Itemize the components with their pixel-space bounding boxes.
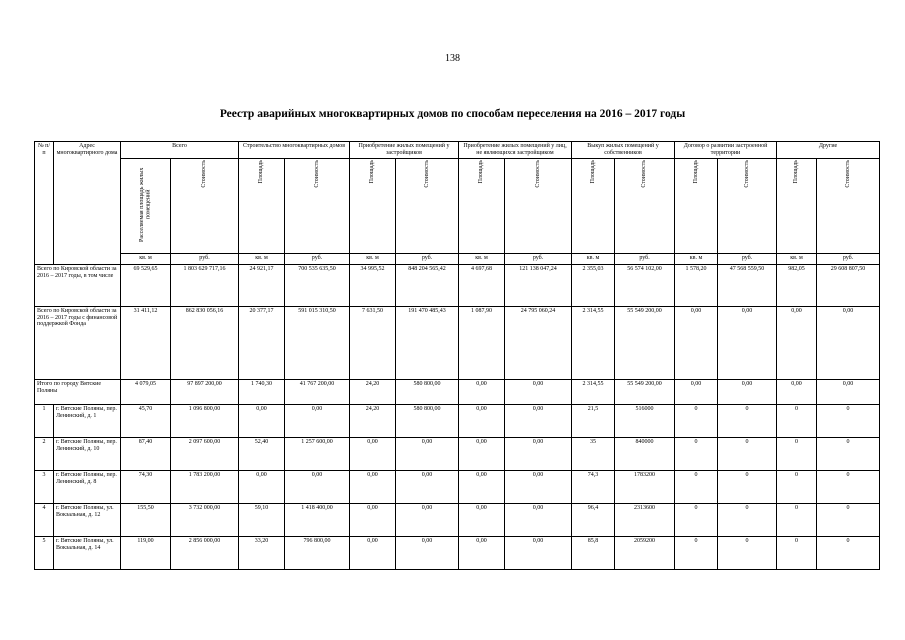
table-row-fund-total <box>35 306 880 379</box>
table-cell: 0,00 <box>285 404 350 437</box>
header-unit-row <box>35 253 880 264</box>
table-cell: 0,00 <box>285 470 350 503</box>
table-cell: 0,00 <box>459 379 505 404</box>
table-cell: 119,00 <box>121 536 171 569</box>
table-cell: 1 096 800,00 <box>171 404 239 437</box>
registry-table <box>34 141 880 570</box>
table-cell: 45,70 <box>121 404 171 437</box>
document-title: Реестр аварийных многоквартирных домов по способам переселения на 2016 – 2017 годы <box>219 108 686 120</box>
table-cell: 191 470 485,43 <box>396 306 459 379</box>
table-cell: 1 803 629 717,16 <box>171 264 239 306</box>
row-address: г. Вятские Поляны, пер. Ленинский, д. 8 <box>54 470 121 503</box>
table-cell: 0,00 <box>239 470 285 503</box>
table-cell: 0,00 <box>817 379 880 404</box>
table-cell: 121 138 047,24 <box>505 264 572 306</box>
unit-area: кв. м <box>350 253 396 264</box>
table-cell: 0,00 <box>777 306 817 379</box>
unit-cost: руб. <box>615 253 675 264</box>
table-cell: 4 079,05 <box>121 379 171 404</box>
table-cell: 1 257 600,00 <box>285 437 350 470</box>
header-num: № п/п <box>35 142 54 265</box>
table-cell: 0 <box>718 437 777 470</box>
table-cell: 29 608 807,50 <box>817 264 880 306</box>
table-cell: 0,00 <box>675 306 718 379</box>
table-cell: 24,20 <box>350 379 396 404</box>
table-cell: 0,00 <box>350 536 396 569</box>
table-cell: 0 <box>777 536 817 569</box>
table-cell: 862 830 056,16 <box>171 306 239 379</box>
header-area: Площадь <box>258 159 265 184</box>
unit-cost: руб. <box>396 253 459 264</box>
table-cell: 0 <box>817 536 880 569</box>
table-cell: 41 767 200,00 <box>285 379 350 404</box>
table-cell: 0,00 <box>459 503 505 536</box>
table-row <box>35 404 880 437</box>
table-cell: 0,00 <box>817 306 880 379</box>
header-group-development-contract: Договор о развитии застроенной территории <box>675 142 777 159</box>
table-cell: 24 795 060,24 <box>505 306 572 379</box>
table-cell: 55 549 200,00 <box>615 379 675 404</box>
table-cell: 2 314,55 <box>572 379 615 404</box>
table-cell: 0,00 <box>239 404 285 437</box>
table-cell: 0,00 <box>396 437 459 470</box>
table-cell: 56 574 102,00 <box>615 264 675 306</box>
items-body <box>35 404 880 569</box>
table-cell: 87,40 <box>121 437 171 470</box>
table-row <box>35 536 880 569</box>
table-cell: 0 <box>777 404 817 437</box>
header-cost: Стоимость <box>534 159 541 188</box>
table-cell: 0,00 <box>350 503 396 536</box>
table-cell: 24,20 <box>350 404 396 437</box>
table-cell: 1 578,20 <box>675 264 718 306</box>
unit-cost: руб. <box>817 253 880 264</box>
table-cell: 0,00 <box>350 437 396 470</box>
header-area: Площадь <box>369 159 376 184</box>
table-cell: 47 568 559,50 <box>718 264 777 306</box>
table-cell: 0 <box>817 404 880 437</box>
table-cell: 848 204 565,42 <box>396 264 459 306</box>
table-cell: 0,00 <box>718 306 777 379</box>
table-cell: 24 921,17 <box>239 264 285 306</box>
unit-cost: руб. <box>505 253 572 264</box>
table-cell: 580 800,00 <box>396 379 459 404</box>
table-cell: 0,00 <box>396 536 459 569</box>
row-address: г. Вятские Поляны, ул. Вокзальная, д. 14 <box>54 536 121 569</box>
header-area: Площадь <box>793 159 800 184</box>
table-cell: 1 783 200,00 <box>171 470 239 503</box>
table-cell: 1783200 <box>615 470 675 503</box>
table-cell: 2059200 <box>615 536 675 569</box>
table-cell: 74,30 <box>121 470 171 503</box>
table-cell: 0 <box>675 437 718 470</box>
table-cell: 0,00 <box>505 404 572 437</box>
page-number: 138 <box>445 53 460 64</box>
table-row <box>35 437 880 470</box>
table-cell: 33,20 <box>239 536 285 569</box>
table-cell: 0 <box>718 536 777 569</box>
unit-cost: руб. <box>718 253 777 264</box>
unit-area: кв. м <box>572 253 615 264</box>
row-label: Всего по Кировской области за 2016 – 2017 годы, в том числе <box>35 264 121 306</box>
unit-area: кв. м <box>675 253 718 264</box>
row-label: Всего по Кировской области за 2016 – 2017 годы с финансовой поддержкой Фонда <box>35 306 121 379</box>
row-address: г. Вятские Поляны, ул. Вокзальная, д. 12 <box>54 503 121 536</box>
table-row <box>35 503 880 536</box>
unit-cost: руб. <box>171 253 239 264</box>
table-cell: 700 535 635,50 <box>285 264 350 306</box>
table-cell: 0,00 <box>459 404 505 437</box>
table-cell: 0 <box>817 437 880 470</box>
table-cell: 35 <box>572 437 615 470</box>
header-group-other: Другие <box>777 142 880 159</box>
table-cell: 840000 <box>615 437 675 470</box>
table-cell: 982,05 <box>777 264 817 306</box>
row-number: 3 <box>35 470 54 503</box>
table-cell: 74,3 <box>572 470 615 503</box>
table-cell: 0,00 <box>505 379 572 404</box>
header-address: Адрес многоквартирного дома <box>54 142 121 265</box>
table-cell: 591 015 310,50 <box>285 306 350 379</box>
table-cell: 1 418 400,00 <box>285 503 350 536</box>
table-cell: 0,00 <box>675 379 718 404</box>
unit-area: кв. м <box>239 253 285 264</box>
table-cell: 2 856 000,00 <box>171 536 239 569</box>
table-cell: 2 314,55 <box>572 306 615 379</box>
table-cell: 34 995,52 <box>350 264 396 306</box>
table-cell: 96,4 <box>572 503 615 536</box>
table-cell: 21,5 <box>572 404 615 437</box>
table-cell: 85,8 <box>572 536 615 569</box>
header-group-buyout: Выкуп жилых помещений у собственников <box>572 142 675 159</box>
header-group-row <box>35 142 880 159</box>
table-cell: 0,00 <box>505 470 572 503</box>
header-area: Площадь <box>692 159 699 184</box>
row-number: 1 <box>35 404 54 437</box>
table-cell: 97 897 200,00 <box>171 379 239 404</box>
table-row-city-total <box>35 379 880 404</box>
header-sub-row <box>35 158 880 253</box>
table-cell: 0 <box>675 536 718 569</box>
table-cell: 4 697,68 <box>459 264 505 306</box>
header-area: Площадь <box>478 159 485 184</box>
header-cost: Стоимость <box>201 159 208 188</box>
unit-area: кв. м <box>777 253 817 264</box>
row-label: Итого по городу Вятские Поляны <box>35 379 121 404</box>
table-cell: 0 <box>675 404 718 437</box>
table-cell: 0 <box>777 503 817 536</box>
table-cell: 580 800,00 <box>396 404 459 437</box>
table-cell: 0 <box>718 503 777 536</box>
table-cell: 69 529,65 <box>121 264 171 306</box>
table-cell: 796 800,00 <box>285 536 350 569</box>
table-cell: 1 740,30 <box>239 379 285 404</box>
table-row-region-total <box>35 264 880 306</box>
table-cell: 52,40 <box>239 437 285 470</box>
table-cell: 59,10 <box>239 503 285 536</box>
table-cell: 0,00 <box>505 437 572 470</box>
table-cell: 0,00 <box>459 536 505 569</box>
table-cell: 0,00 <box>350 470 396 503</box>
table-cell: 7 631,50 <box>350 306 396 379</box>
header-area: Площадь <box>589 159 596 184</box>
header-group-total: Всего <box>121 142 239 159</box>
table-cell: 0 <box>675 470 718 503</box>
header-group-construction: Строительство многоквартирных домов <box>239 142 350 159</box>
table-cell: 0,00 <box>777 379 817 404</box>
row-address: г. Вятские Поляны, пер. Ленинский, д. 10 <box>54 437 121 470</box>
table-cell: 2313600 <box>615 503 675 536</box>
header-group-other-purchase: Приобретение жилых помещений у лиц, не являющихся застройщиком <box>459 142 572 159</box>
table-cell: 55 549 200,00 <box>615 306 675 379</box>
table-cell: 155,50 <box>121 503 171 536</box>
header-cost: Стоимость <box>313 159 320 188</box>
header-group-developer-purchase: Приобретение жилых помещений у застройщиков <box>350 142 459 159</box>
table-cell: 0,00 <box>505 536 572 569</box>
table-cell: 0 <box>777 437 817 470</box>
unit-cost: руб. <box>285 253 350 264</box>
table-cell: 31 411,12 <box>121 306 171 379</box>
table-cell: 2 355,03 <box>572 264 615 306</box>
table-cell: 0,00 <box>459 470 505 503</box>
table-cell: 0 <box>817 503 880 536</box>
header-cost: Стоимость <box>844 159 851 188</box>
table-cell: 3 732 000,00 <box>171 503 239 536</box>
table-cell: 516000 <box>615 404 675 437</box>
table-cell: 1 087,90 <box>459 306 505 379</box>
table-cell: 0 <box>718 404 777 437</box>
table-cell: 0,00 <box>505 503 572 536</box>
table-cell: 2 097 600,00 <box>171 437 239 470</box>
table-row <box>35 470 880 503</box>
header-cost: Стоимость <box>423 159 430 188</box>
unit-area: кв. м <box>121 253 171 264</box>
table-cell: 0,00 <box>396 470 459 503</box>
header-cost: Стоимость <box>743 159 750 188</box>
unit-area: кв. м <box>459 253 505 264</box>
table-cell: 0 <box>817 470 880 503</box>
row-number: 2 <box>35 437 54 470</box>
table-cell: 20 377,17 <box>239 306 285 379</box>
row-number: 4 <box>35 503 54 536</box>
table-cell: 0 <box>777 470 817 503</box>
table-cell: 0 <box>675 503 718 536</box>
table-cell: 0,00 <box>396 503 459 536</box>
table-cell: 0 <box>718 470 777 503</box>
row-address: г. Вятские Поляны, пер. Ленинский, д. 1 <box>54 404 121 437</box>
header-area-total: Расселяемая площадь жилых помещений <box>138 167 152 242</box>
table-cell: 0,00 <box>459 437 505 470</box>
header-cost: Стоимость <box>641 159 648 188</box>
row-number: 5 <box>35 536 54 569</box>
table-cell: 0,00 <box>718 379 777 404</box>
